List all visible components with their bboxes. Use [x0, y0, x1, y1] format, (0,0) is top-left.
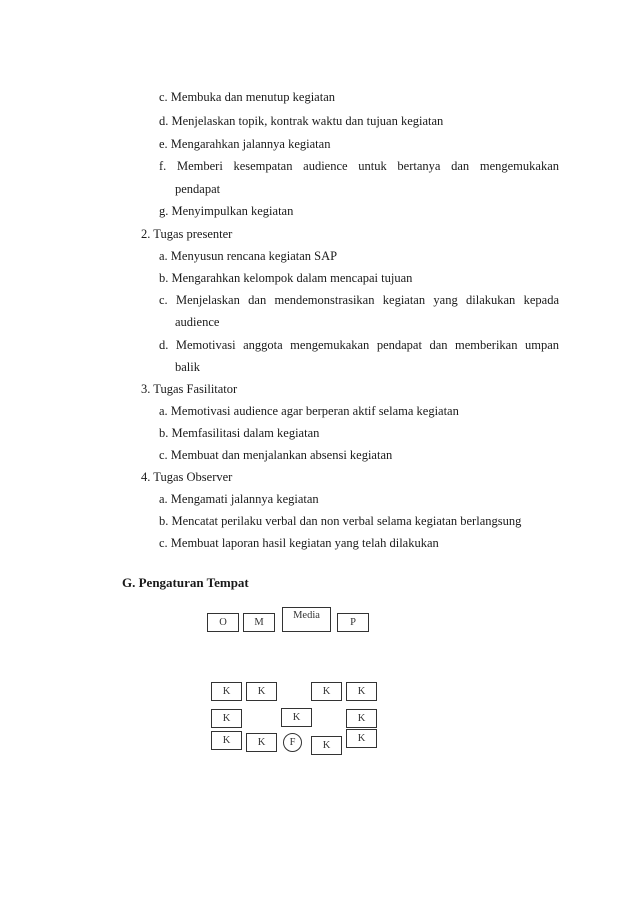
diagram-circle-f: F: [283, 733, 302, 752]
list-item-3b: b. Memfasilitasi dalam kegiatan: [159, 426, 320, 440]
section-4-tugas-observer: 4. Tugas Observer: [141, 470, 233, 484]
diagram-box-k: K: [346, 682, 377, 701]
list-item-d-menjelaskan-topik: d. Menjelaskan topik, kontrak waktu dan tujuan kegiatan: [159, 114, 444, 128]
diagram-box-k: K: [211, 709, 242, 728]
list-item-2d: d. Memotivasi anggota mengemukakan pendapat dan memberikan umpan: [159, 338, 559, 352]
list-item-3c: c. Membuat dan menjalankan absensi kegiatan: [159, 448, 393, 462]
section-g-heading: G. Pengaturan Tempat: [122, 575, 249, 590]
diagram-box-k: K: [346, 729, 377, 748]
diagram-box-p: P: [337, 613, 369, 632]
diagram-box-k: K: [281, 708, 312, 727]
list-item-c-membuka: c. Membuka dan menutup kegiatan: [159, 90, 335, 104]
section-2-tugas-presenter: 2. Tugas presenter: [141, 227, 233, 241]
diagram-box-media: Media: [282, 607, 331, 632]
list-item-2c-continuation: audience: [175, 315, 220, 329]
list-item-2c: c. Menjelaskan dan mendemonstrasikan kegiatan yang dilakukan kepada: [159, 293, 559, 307]
list-item-2b: b. Mengarahkan kelompok dalam mencapai tujuan: [159, 271, 413, 285]
diagram-box-k: K: [211, 682, 242, 701]
diagram-box-m: M: [243, 613, 275, 632]
diagram-box-k: K: [246, 733, 277, 752]
diagram-box-k: K: [246, 682, 277, 701]
list-item-f-continuation: pendapat: [175, 182, 221, 196]
list-item-3a: a. Memotivasi audience agar berperan aktif selama kegiatan: [159, 404, 459, 418]
diagram-box-k: K: [311, 736, 342, 755]
diagram-box-k: K: [311, 682, 342, 701]
diagram-box-o: O: [207, 613, 239, 632]
section-3-tugas-fasilitator: 3. Tugas Fasilitator: [141, 382, 238, 396]
diagram-box-k: K: [211, 731, 242, 750]
list-item-4b: b. Mencatat perilaku verbal dan non verbal selama kegiatan berlangsung: [159, 514, 522, 528]
list-item-g-menyimpulkan: g. Menyimpulkan kegiatan: [159, 204, 294, 218]
diagram-box-k: K: [346, 709, 377, 728]
list-item-4a: a. Mengamati jalannya kegiatan: [159, 492, 319, 506]
list-item-e-mengarahkan: e. Mengarahkan jalannya kegiatan: [159, 137, 331, 151]
list-item-2d-continuation: balik: [175, 360, 200, 374]
list-item-f-memberi: f. Memberi kesempatan audience untuk bertanya dan mengemukakan: [159, 159, 559, 173]
list-item-4c: c. Membuat laporan hasil kegiatan yang telah dilakukan: [159, 536, 439, 550]
list-item-2a: a. Menyusun rencana kegiatan SAP: [159, 249, 338, 263]
